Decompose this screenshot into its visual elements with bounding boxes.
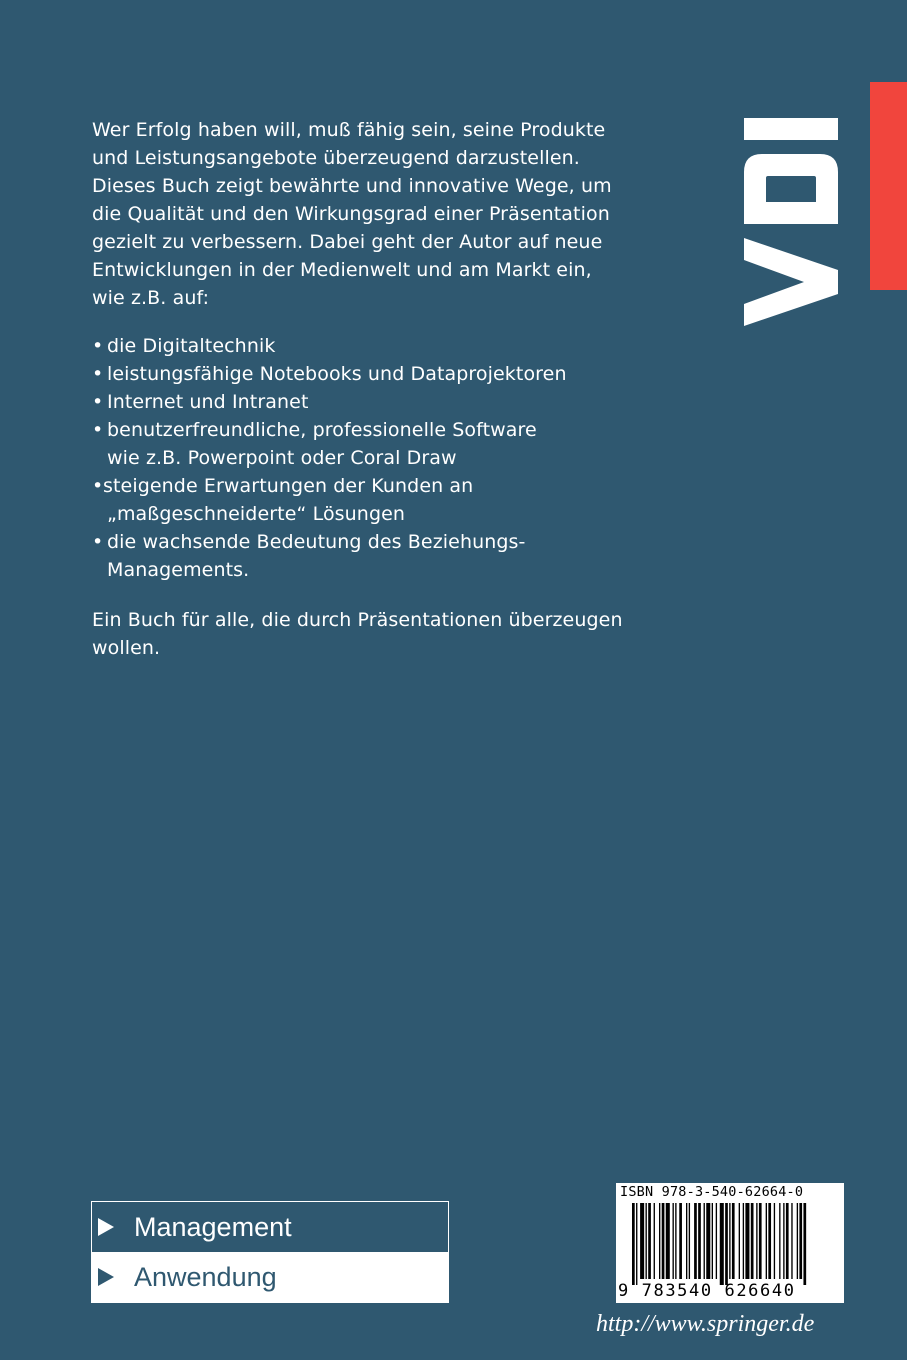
barcode-bar (729, 1203, 730, 1279)
barcode-bar (640, 1203, 644, 1279)
barcode-bar (654, 1203, 655, 1279)
barcode-bar (686, 1203, 687, 1279)
barcode-bar (791, 1203, 792, 1279)
isbn-label: ISBN 978-3-540-62664-0 (620, 1184, 804, 1200)
intro-line: und Leistungsangebote überzeugend darzustellen. (92, 147, 580, 169)
list-item-text: Managements. (107, 559, 250, 581)
intro-paragraph (92, 116, 652, 312)
barcode-bar (632, 1203, 635, 1285)
list-item-text: „maßgeschneiderte“ Lösungen (107, 503, 406, 525)
bullet-icon: • (92, 419, 104, 441)
bullet-icon: • (92, 335, 104, 357)
intro-line: gezielt zu verbessern. Dabei geht der Autor auf neue (92, 231, 603, 253)
bullet-icon: • (92, 475, 104, 497)
triangle-right-icon (98, 1268, 112, 1286)
category-management (92, 1202, 448, 1253)
barcode-bar (766, 1203, 767, 1279)
barcode-bar (797, 1203, 798, 1279)
feature-list (92, 332, 652, 584)
list-item-text: wie z.B. Powerpoint oder Coral Draw (107, 447, 457, 469)
barcode-bar (704, 1203, 705, 1279)
barcode-bar (774, 1203, 775, 1279)
intro-line: Wer Erfolg haben will, muß fähig sein, seine Produkte (92, 119, 606, 141)
barcode-bar (646, 1203, 647, 1279)
closing-line: Ein Buch für alle, die durch Präsentationen überzeugen (92, 609, 623, 631)
barcode-bar (786, 1203, 789, 1279)
intro-line: wie z.B. auf: (92, 287, 210, 309)
list-item (92, 388, 652, 416)
barcode-bar (779, 1203, 780, 1279)
list-item-text: steigende Erwartungen der Kunden an (103, 475, 474, 497)
list-item (92, 472, 652, 528)
list-item-text: die Digitaltechnik (107, 335, 276, 357)
barcode-bar (716, 1203, 717, 1279)
category-anwendung (92, 1252, 448, 1302)
barcode-bar (694, 1203, 697, 1279)
barcode-bar (706, 1203, 710, 1279)
closing-paragraph (92, 606, 652, 662)
barcode-bar (698, 1203, 701, 1279)
barcode-bar (725, 1203, 728, 1285)
intro-line: die Qualität und den Wirkungsgrad einer Präsentation (92, 203, 610, 225)
category-label: Anwendung (134, 1261, 277, 1292)
barcode-bar (666, 1203, 670, 1279)
closing-line: wollen. (92, 637, 161, 659)
list-item (92, 416, 652, 472)
vdi-logo (744, 118, 838, 326)
list-item-text: benutzerfreundliche, professionelle Software (107, 419, 537, 441)
barcode-bar (743, 1203, 744, 1279)
triangle-right-icon (98, 1218, 112, 1236)
barcode-bar (732, 1203, 735, 1279)
bullet-icon: • (92, 531, 104, 553)
description-text (92, 116, 652, 662)
category-box (91, 1201, 449, 1303)
barcode-bar (679, 1203, 682, 1279)
barcode-digits: 9 783540 626640 (618, 1281, 796, 1301)
list-item (92, 528, 652, 584)
barcode-bar (803, 1203, 806, 1285)
barcode-bar (745, 1203, 749, 1279)
barcode-bar (720, 1203, 724, 1285)
barcode-bar (662, 1203, 665, 1279)
barcode-bar (751, 1203, 754, 1279)
barcode-bar (783, 1203, 784, 1279)
barcode-bar (675, 1203, 676, 1279)
barcode-bar (739, 1203, 740, 1279)
intro-line: Dieses Buch zeigt bewährte und innovative Wege, um (92, 175, 612, 197)
barcode-bar (648, 1203, 651, 1279)
publisher-url: http://www.springer.de (596, 1311, 815, 1337)
list-item (92, 360, 652, 388)
bullet-icon: • (92, 363, 104, 385)
vdi-accent-bar (870, 82, 907, 290)
barcode-bar (712, 1203, 713, 1279)
intro-line: Entwicklungen in der Medienwelt und am Markt ein, (92, 259, 592, 281)
category-label: Management (134, 1211, 292, 1242)
barcode-bar (768, 1203, 771, 1279)
bullet-icon: • (92, 391, 104, 413)
isbn-barcode (616, 1183, 844, 1303)
barcode-bar (689, 1203, 690, 1279)
list-item-text: Internet und Intranet (107, 391, 309, 413)
list-item (92, 332, 652, 360)
barcode-bar (756, 1203, 757, 1279)
list-item-text: leistungsfähige Notebooks und Dataprojektoren (107, 363, 567, 385)
barcode-bar (799, 1203, 802, 1279)
barcode-bar (673, 1203, 674, 1279)
barcode-bar (759, 1203, 762, 1279)
list-item-text: die wachsende Bedeutung des Beziehungs- (107, 531, 526, 553)
barcode-bar (659, 1203, 660, 1279)
barcode-bar (636, 1203, 637, 1285)
